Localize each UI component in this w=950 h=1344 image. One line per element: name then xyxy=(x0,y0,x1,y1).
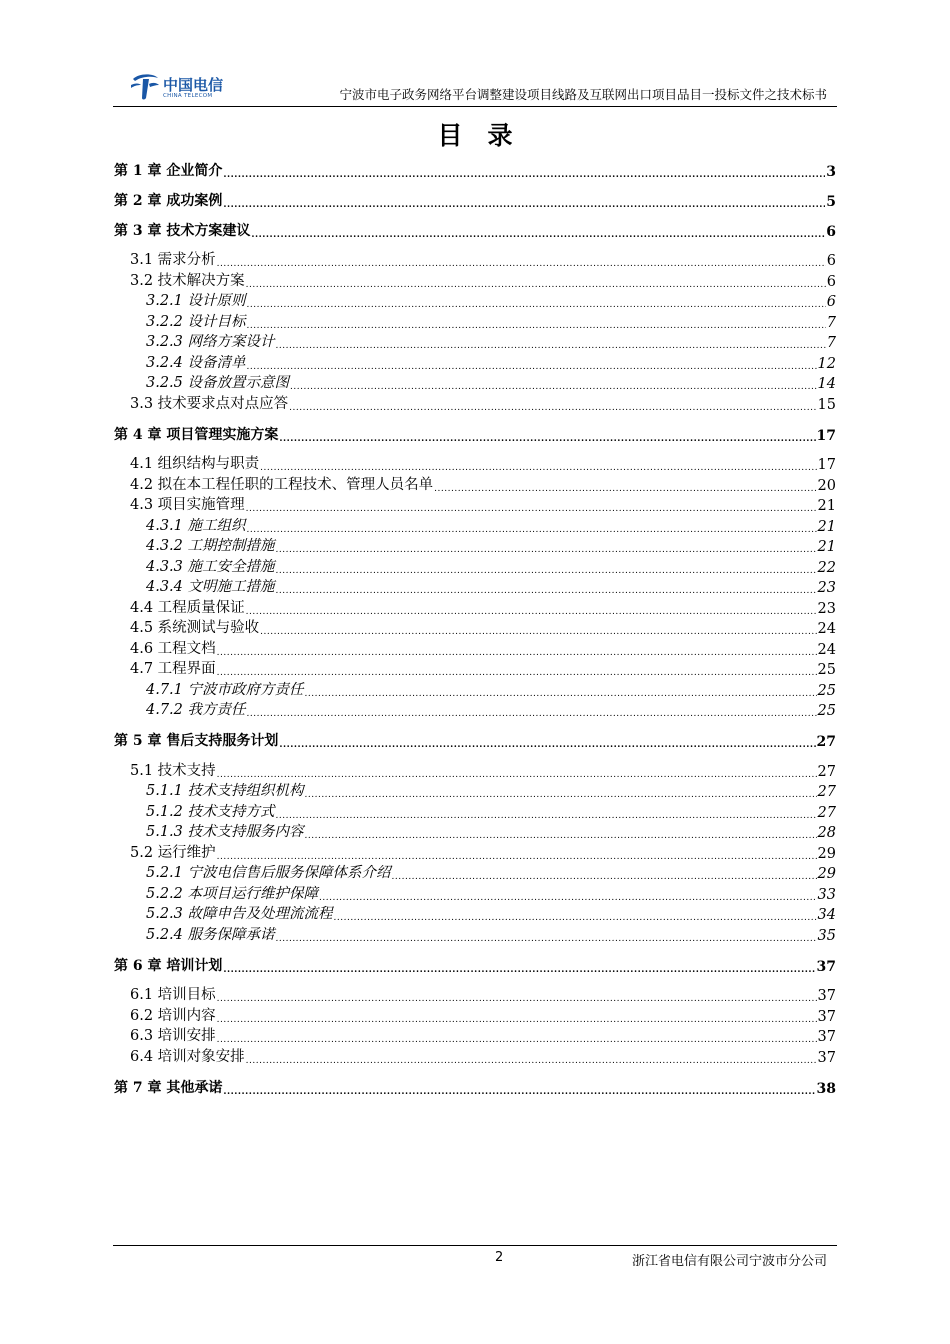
toc-entry[interactable] xyxy=(114,352,836,372)
toc-entry-page: 27 xyxy=(817,764,836,780)
toc-entry-page: 25 xyxy=(817,703,836,719)
toc-entry-title: 3.2.3 网络方案设计 xyxy=(146,334,275,350)
toc-entry-page: 21 xyxy=(817,519,836,535)
toc-entry-title: 6.3 培训安排 xyxy=(130,1028,216,1044)
toc-entry[interactable] xyxy=(114,679,836,699)
toc-leader-dots xyxy=(217,994,817,1004)
toc-entry-page: 37 xyxy=(817,1050,836,1066)
toc-entry-title: 3.2.2 设计目标 xyxy=(146,314,246,330)
toc-leader-dots xyxy=(223,170,825,180)
toc-entry[interactable] xyxy=(114,862,836,882)
telecom-swirl-icon xyxy=(129,70,161,102)
toc-entry-page: 6 xyxy=(826,253,836,269)
toc-entry-page: 21 xyxy=(817,539,836,555)
toc-leader-dots xyxy=(251,230,825,240)
toc-entry-page: 25 xyxy=(817,683,836,699)
toc-leader-dots xyxy=(217,259,826,269)
toc-entry-title: 4.1 组织结构与职责 xyxy=(130,456,260,472)
page-header xyxy=(113,62,837,107)
toc-entry[interactable] xyxy=(114,1005,836,1025)
toc-leader-dots xyxy=(246,504,817,514)
toc-entry-page: 33 xyxy=(817,887,836,903)
toc-entry-page: 29 xyxy=(817,846,836,862)
toc-entry-title: 6.2 培训内容 xyxy=(130,1008,216,1024)
toc-entry[interactable] xyxy=(114,842,836,862)
toc-leader-dots xyxy=(392,872,817,882)
toc-entry-title: 5.1 技术支持 xyxy=(130,763,216,779)
toc-entry-title: 4.3.1 施工组织 xyxy=(146,518,246,534)
toc-leader-dots xyxy=(305,831,817,841)
toc-entry[interactable] xyxy=(114,699,836,719)
toc-leader-dots xyxy=(246,1056,817,1066)
toc-entry[interactable] xyxy=(114,801,836,821)
toc-entry[interactable] xyxy=(114,270,836,290)
toc-entry-page: 24 xyxy=(817,621,836,637)
toc-entry-title: 4.3 项目实施管理 xyxy=(130,497,245,513)
toc-entry-page: 15 xyxy=(817,397,836,413)
toc-entry[interactable] xyxy=(114,393,836,413)
toc-entry[interactable] xyxy=(114,821,836,841)
toc-leader-dots xyxy=(247,300,826,310)
toc-entry[interactable] xyxy=(114,1046,836,1066)
toc-entry[interactable] xyxy=(114,1077,836,1097)
toc-entry[interactable] xyxy=(114,924,836,944)
toc-entry-page: 23 xyxy=(817,601,836,617)
toc-leader-dots xyxy=(217,648,817,658)
toc-entry-title: 4.3.4 文明施工措施 xyxy=(146,579,275,595)
toc-entry[interactable] xyxy=(114,780,836,800)
toc-leader-dots xyxy=(305,790,817,800)
toc-entry-title: 4.3.3 施工安全措施 xyxy=(146,559,275,575)
toc-entry-title: 5.2.4 服务保障承诺 xyxy=(146,927,275,943)
toc-entry-page: 27 xyxy=(817,805,836,821)
toc-entry-title: 第 3 章 技术方案建议 xyxy=(114,223,251,239)
china-telecom-logo xyxy=(129,70,249,104)
footer-company-name: 浙江省电信有限公司宁波市分公司 xyxy=(631,1254,827,1269)
toc-entry[interactable] xyxy=(114,597,836,617)
toc-leader-dots xyxy=(247,321,826,331)
toc-entry-title: 6.1 培训目标 xyxy=(130,987,216,1003)
toc-entry[interactable] xyxy=(114,955,836,975)
toc-entry-title: 第 7 章 其他承诺 xyxy=(114,1080,223,1096)
toc-entry-title: 5.1.2 技术支持方式 xyxy=(146,804,275,820)
header-document-title: 宁波市电子政务网络平台调整建设项目线路及互联网出口项目品目一投标文件之技术标书 xyxy=(339,87,827,102)
toc-entry-page: 37 xyxy=(817,988,836,1004)
toc-entry-title: 4.7.2 我方责任 xyxy=(146,702,246,718)
toc-leader-dots xyxy=(276,586,817,596)
toc-entry-title: 5.1.1 技术支持组织机构 xyxy=(146,783,304,799)
toc-leader-dots xyxy=(217,1035,817,1045)
toc-leader-dots xyxy=(217,770,817,780)
toc-entry[interactable] xyxy=(114,535,836,555)
toc-leader-dots xyxy=(246,280,826,290)
toc-leader-dots xyxy=(223,1087,815,1097)
toc-entry-title: 4.6 工程文档 xyxy=(130,641,216,657)
toc-entry[interactable] xyxy=(114,220,836,240)
toc-entry-page: 17 xyxy=(816,428,836,444)
toc-entry-page: 3 xyxy=(826,164,836,180)
toc-entry[interactable] xyxy=(114,903,836,923)
toc-entry-title: 3.3 技术要求点对点应答 xyxy=(130,396,289,412)
logo-chinese-text: 中国电信 xyxy=(163,76,224,94)
toc-entry-page: 7 xyxy=(826,315,836,331)
toc-entry[interactable] xyxy=(114,576,836,596)
toc-entry[interactable] xyxy=(114,658,836,678)
toc-entry[interactable] xyxy=(114,494,836,514)
toc-leader-dots xyxy=(260,627,816,637)
toc-entry-page: 25 xyxy=(817,662,836,678)
toc-entry-page: 35 xyxy=(817,928,836,944)
toc-leader-dots xyxy=(217,1015,817,1025)
toc-entry[interactable] xyxy=(114,311,836,331)
toc-entry[interactable] xyxy=(114,290,836,310)
toc-entry-title: 第 4 章 项目管理实施方案 xyxy=(114,427,279,443)
toc-leader-dots xyxy=(247,362,817,372)
toc-entry-page: 27 xyxy=(817,784,836,800)
toc-entry-title: 3.2.4 设备清单 xyxy=(146,355,246,371)
toc-leader-dots xyxy=(247,525,817,535)
toc-entry-page: 6 xyxy=(826,294,836,310)
toc-entry-page: 37 xyxy=(816,959,836,975)
toc-entry-page: 37 xyxy=(817,1009,836,1025)
toc-entry-title: 4.7 工程界面 xyxy=(130,661,216,677)
toc-entry-title: 第 6 章 培训计划 xyxy=(114,958,223,974)
toc-entry-page: 22 xyxy=(817,560,836,576)
toc-entry-page: 17 xyxy=(817,457,836,473)
toc-entry-title: 第 5 章 售后支持服务计划 xyxy=(114,733,279,749)
toc-leader-dots xyxy=(305,689,817,699)
toc-entry[interactable] xyxy=(114,730,836,750)
toc-entry-title: 3.2.5 设备放置示意图 xyxy=(146,375,290,391)
toc-entry[interactable] xyxy=(114,515,836,535)
toc-entry-page: 34 xyxy=(817,907,836,923)
toc-entry-page: 7 xyxy=(826,335,836,351)
toc-entry-title: 4.5 系统测试与验收 xyxy=(130,620,260,636)
toc-entry-title: 5.2 运行维护 xyxy=(130,845,216,861)
toc-entry-page: 6 xyxy=(826,274,836,290)
toc-entry-title: 4.2 拟在本工程任职的工程技术、管理人员名单 xyxy=(130,477,434,493)
toc-entry-page: 20 xyxy=(817,478,836,494)
toc-entry-page: 28 xyxy=(817,825,836,841)
toc-entry[interactable] xyxy=(114,331,836,351)
toc-entry[interactable] xyxy=(114,424,836,444)
toc-entry-page: 24 xyxy=(817,642,836,658)
toc-leader-dots xyxy=(260,463,816,473)
toc-entry-page: 5 xyxy=(826,194,836,210)
toc-entry[interactable] xyxy=(114,760,836,780)
toc-entry[interactable] xyxy=(114,638,836,658)
toc-entry-page: 38 xyxy=(816,1081,836,1097)
toc-leader-dots xyxy=(334,913,817,923)
toc-leader-dots xyxy=(434,484,816,494)
toc-leader-dots xyxy=(246,607,817,617)
toc-entry-page: 29 xyxy=(817,866,836,882)
toc-entry-title: 第 2 章 成功案例 xyxy=(114,193,223,209)
toc-entry[interactable] xyxy=(114,372,836,392)
toc-leader-dots xyxy=(279,740,815,750)
toc-leader-dots xyxy=(276,811,817,821)
toc-entry[interactable] xyxy=(114,249,836,269)
toc-leader-dots xyxy=(276,934,817,944)
toc-leader-dots xyxy=(276,545,817,555)
toc-entry-title: 5.1.3 技术支持服务内容 xyxy=(146,824,304,840)
toc-entry-page: 21 xyxy=(817,498,836,514)
toc-leader-dots xyxy=(217,668,817,678)
toc-entry[interactable] xyxy=(114,883,836,903)
toc-entry-title: 3.2.1 设计原则 xyxy=(146,293,246,309)
toc-entry[interactable] xyxy=(114,556,836,576)
toc-title: 目 录 xyxy=(437,121,513,150)
logo-english-text: CHINA TELECOM xyxy=(163,93,213,99)
toc-leader-dots xyxy=(279,434,815,444)
toc-entry-title: 3.1 需求分析 xyxy=(130,252,216,268)
toc-entry-title: 5.2.3 故障申告及处理流流程 xyxy=(146,906,333,922)
toc-entry-title: 4.3.2 工期控制措施 xyxy=(146,538,275,554)
toc-leader-dots xyxy=(217,852,817,862)
toc-leader-dots xyxy=(276,566,817,576)
toc-leader-dots xyxy=(289,403,816,413)
toc-leader-dots xyxy=(223,965,815,975)
toc-entry[interactable] xyxy=(114,1025,836,1045)
toc-leader-dots xyxy=(247,709,817,719)
toc-entry[interactable] xyxy=(114,984,836,1004)
toc-entry-page: 14 xyxy=(817,376,836,392)
toc-entry[interactable] xyxy=(114,190,836,210)
toc-leader-dots xyxy=(319,893,817,903)
toc-leader-dots xyxy=(290,382,817,392)
toc-entry-page: 6 xyxy=(826,224,836,240)
toc-entry-page: 27 xyxy=(816,734,836,750)
toc-leader-dots xyxy=(223,200,825,210)
toc-entry-title: 5.2.2 本项目运行维护保障 xyxy=(146,886,319,902)
toc-entry[interactable] xyxy=(114,453,836,473)
toc-entry-page: 12 xyxy=(817,356,836,372)
toc-entry-page: 23 xyxy=(817,580,836,596)
toc-leader-dots xyxy=(276,341,826,351)
toc-entry-page: 37 xyxy=(817,1029,836,1045)
toc-entry-title: 6.4 培训对象安排 xyxy=(130,1049,245,1065)
toc-entry[interactable] xyxy=(114,160,836,180)
toc-entry-title: 4.7.1 宁波市政府方责任 xyxy=(146,682,304,698)
toc-entry-title: 第 1 章 企业简介 xyxy=(114,163,223,179)
toc-entry[interactable] xyxy=(114,474,836,494)
toc-entry[interactable] xyxy=(114,617,836,637)
page-footer xyxy=(113,1245,837,1276)
page-number: 2 xyxy=(495,1250,504,1265)
toc-entry-title: 3.2 技术解决方案 xyxy=(130,273,245,289)
toc-entry-title: 5.2.1 宁波电信售后服务保障体系介绍 xyxy=(146,865,391,881)
toc-entry-title: 4.4 工程质量保证 xyxy=(130,600,245,616)
